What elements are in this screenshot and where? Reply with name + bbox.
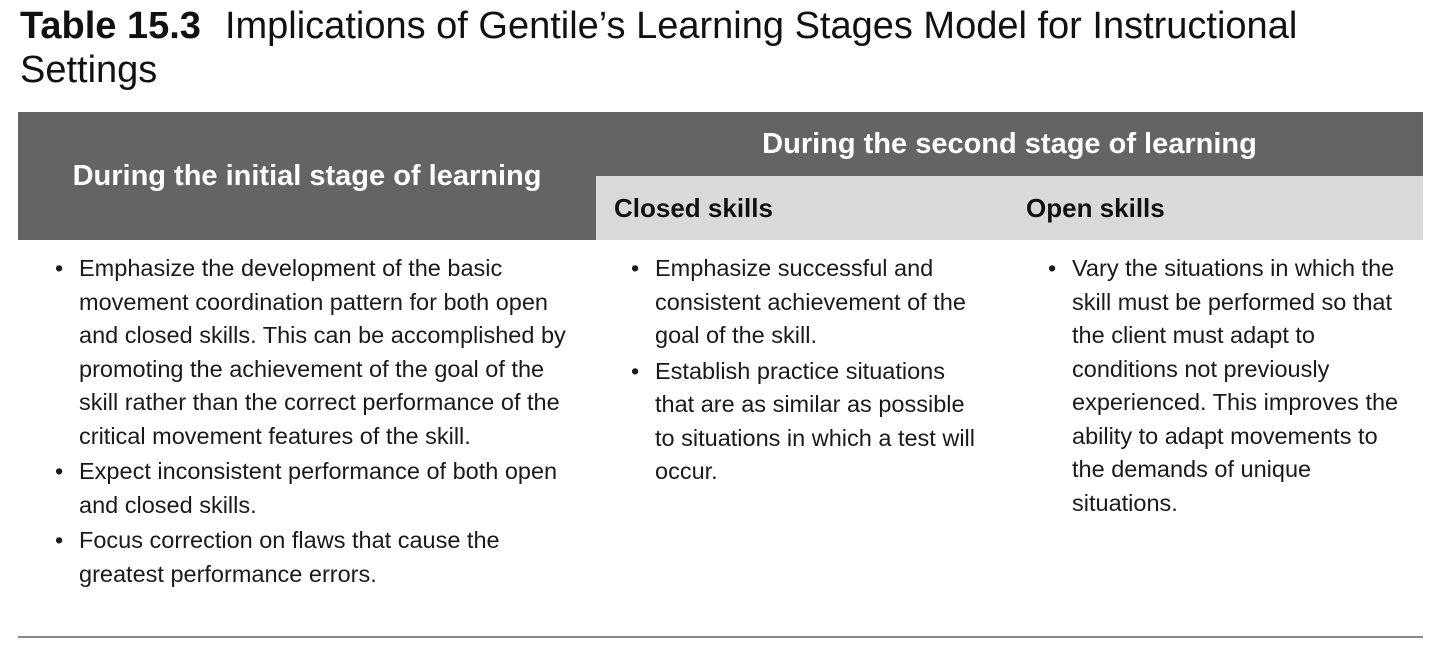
- list-item: [52, 524, 572, 591]
- list-item: [628, 252, 988, 353]
- initial-stage-column: [52, 252, 572, 593]
- closed-skills-column: [628, 252, 988, 491]
- initial-stage-header: During the initial stage of learning: [18, 112, 596, 240]
- list-item: [628, 355, 988, 489]
- list-item: [1045, 252, 1415, 520]
- list-item-text: Expect inconsistent performance of both open and closed skills.: [79, 458, 558, 518]
- table-title: [20, 4, 1400, 92]
- bullet-icon: •: [631, 255, 640, 281]
- list-item-text: Focus correction on flaws that cause the greatest performance errors.: [79, 527, 500, 587]
- table-title-text: Implications of Gentile’s Learning Stages Model for Instructional Settings: [20, 5, 1298, 91]
- bullet-icon: •: [55, 255, 64, 281]
- list-item-text: Emphasize successful and consistent achievement of the goal of the skill.: [655, 255, 966, 348]
- list-item: [52, 455, 572, 522]
- list-item-text: Establish practice situations that are as similar as possible to situations in which a test will occur.: [655, 357, 976, 484]
- open-skills-header: Open skills: [1026, 192, 1165, 223]
- list-item-text: Vary the situations in which the skill must be performed so that the client must adapt to conditions not previously experienced. This improves the ability to adapt movements to the demands of unique situations.: [1072, 255, 1399, 516]
- list-item: [52, 252, 572, 453]
- initial-stage-list: [52, 252, 572, 591]
- bottom-rule: [18, 636, 1423, 638]
- bullet-icon: •: [55, 458, 64, 484]
- second-stage-header: During the second stage of learning: [596, 112, 1423, 176]
- open-skills-list: [1045, 252, 1415, 520]
- closed-skills-header: Closed skills: [614, 192, 773, 223]
- bullet-icon: •: [55, 527, 64, 553]
- bullet-icon: •: [631, 357, 640, 384]
- bullet-icon: •: [1048, 255, 1057, 281]
- open-skills-column: [1045, 252, 1415, 522]
- closed-skills-list: [628, 252, 988, 489]
- second-stage-subheader-row: [596, 176, 1423, 240]
- table-number: Table 15.3: [20, 5, 201, 47]
- list-item-text: Emphasize the development of the basic movement coordination pattern for both open and closed skills. This can be accomplished by promoting the achievement of the goal of the skill rather than the correct performance of the critical movement features of the skill.: [79, 255, 566, 449]
